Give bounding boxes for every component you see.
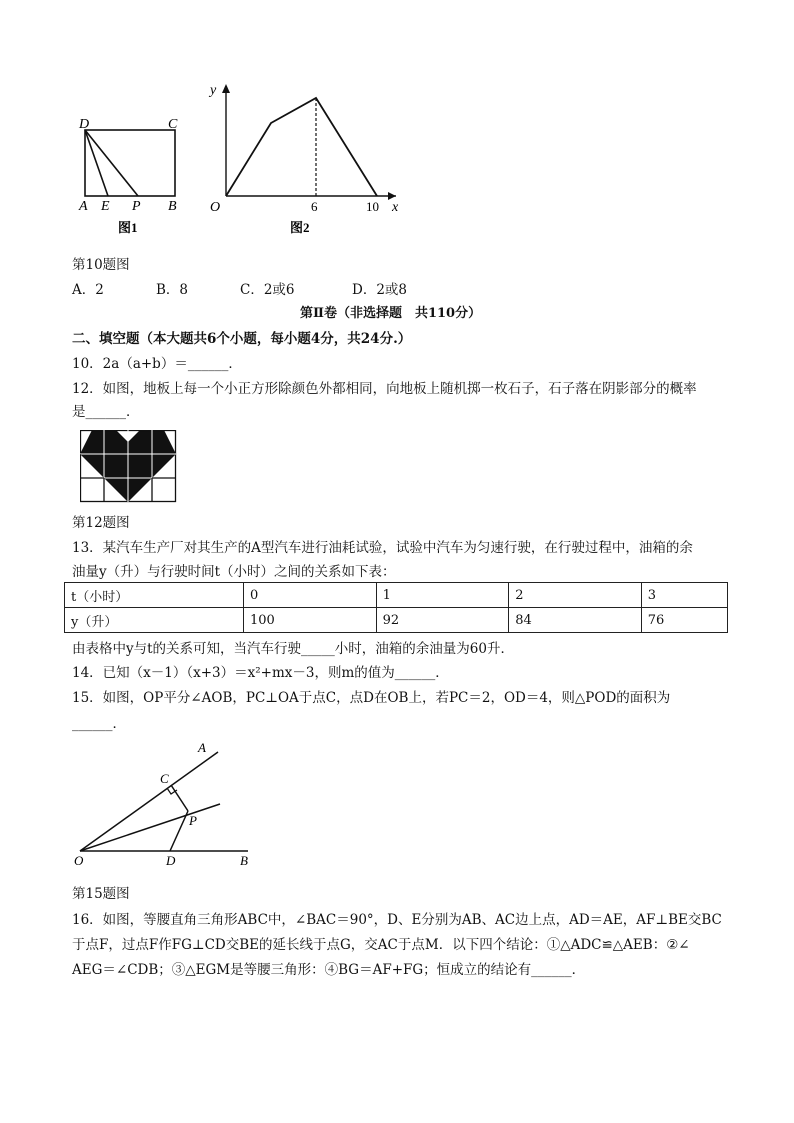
label-D: D	[79, 117, 90, 132]
q13-data-table	[64, 582, 728, 633]
table-cell: 3	[641, 583, 727, 608]
q16-line-1: 16．如图，等腰直角三角形ABC中，∠BAC＝90°，D、E分别为AB、AC边上点，AD＝AE，AF⊥BE交BC	[72, 912, 722, 928]
axis-x-label: x	[392, 200, 399, 215]
q14-text: 14．已知（x－1）（x+3）＝x²+mx－3，则m的值为______．	[72, 665, 449, 681]
label-C: C	[160, 771, 169, 786]
origin-label: O	[210, 200, 221, 215]
figure-2-graph	[200, 80, 410, 240]
tick-10-label: 10	[366, 199, 379, 214]
q10-option-d[interactable]: D．2或8	[352, 282, 408, 298]
label-B: B	[168, 199, 177, 214]
q15-line-2: ______．	[72, 716, 126, 732]
q13-after-table: 由表格中y与t的关系可知，当汽车行驶_____小时，油箱的余油量为60升．	[72, 641, 514, 657]
label-E: E	[101, 199, 110, 214]
axis-y-label: y	[210, 83, 217, 98]
table-cell: 0	[244, 583, 377, 608]
table-cell: 84	[509, 608, 642, 633]
q10-option-b[interactable]: B．8	[156, 282, 189, 298]
table-cell: 1	[376, 583, 509, 608]
q13-line-2: 油量y（升）与行驶时间t（小时）之间的关系如下表：	[72, 564, 396, 580]
q16-line-3: AEG＝∠CDB；③△EGM是等腰三角形：④BG＝AF+FG；恒成立的结论有______．	[72, 962, 586, 978]
fig1-caption: 图1	[118, 220, 138, 235]
fig2-caption: 图2	[290, 220, 310, 235]
label-P: P	[132, 199, 141, 214]
table-cell: 76	[641, 608, 727, 633]
label-O: O	[74, 853, 84, 868]
figure-12-heart-grid	[80, 430, 178, 504]
table-cell: 100	[244, 608, 377, 633]
table-cell: 2	[509, 583, 642, 608]
figure-15-angle	[70, 735, 270, 870]
q10-option-a[interactable]: A．2	[72, 282, 104, 298]
q13-line-1: 13．某汽车生产厂对其生产的A型汽车进行油耗试验，试验中汽车为匀速行驶，在行驶过程中，油箱的余	[72, 540, 693, 556]
label-D: D	[166, 853, 176, 868]
figure-1-rectangle	[70, 108, 200, 240]
q16-line-2: 于点F，过点F作FG⊥CD交BE的延长线于点G，交AC于点M．以下四个结论：①△ADC≌△AEB：②∠	[72, 937, 690, 953]
table-cell: y（升）	[65, 608, 244, 633]
q12-line-1: 12．如图，地板上每一个小正方形除颜色外都相同，向地板上随机掷一枚石子，石子落在阴影部分的概率	[72, 381, 697, 397]
q10-fig-caption: 第10题图	[72, 257, 130, 273]
table-row	[65, 583, 728, 608]
label-C: C	[168, 117, 178, 132]
label-B: B	[240, 853, 248, 868]
q10-fill-blank: 10．2a（a+b）＝______．	[72, 356, 242, 372]
tick-6-label: 6	[311, 199, 318, 214]
label-P: P	[189, 813, 197, 828]
q12-line-2: 是______．	[72, 404, 140, 420]
label-A: A	[198, 740, 206, 755]
label-A: A	[79, 199, 88, 214]
table-row	[65, 608, 728, 633]
q10-option-c[interactable]: C．2或6	[240, 282, 295, 298]
q15-fig-caption: 第15题图	[72, 886, 130, 902]
q12-fig-caption: 第12题图	[72, 515, 130, 531]
table-cell: t（小时）	[65, 583, 244, 608]
section-2-header: 第Ⅱ卷（非选择题 共110分）	[300, 306, 482, 321]
q10-options	[72, 278, 672, 296]
table-cell: 92	[376, 608, 509, 633]
part-2-title: 二、填空题（本大题共6个小题，每小题4分，共24分.）	[72, 331, 412, 347]
q15-line-1: 15．如图，OP平分∠AOB，PC⊥OA于点C，点D在OB上，若PC＝2，OD＝4，则△POD的面积为	[72, 690, 671, 706]
